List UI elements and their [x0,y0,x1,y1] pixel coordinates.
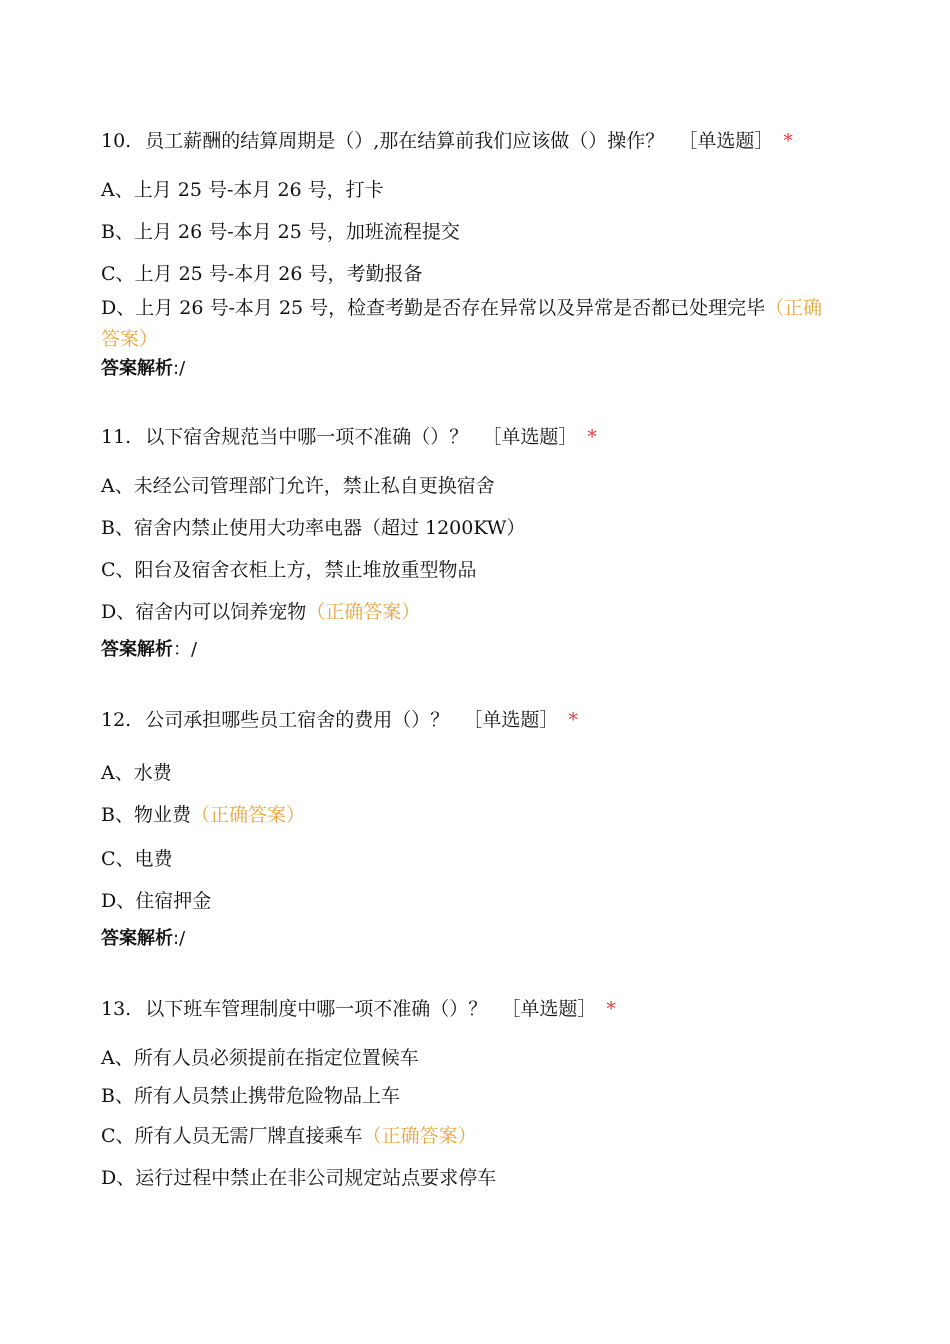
option-text: 水费 [133,762,172,784]
question-11-title [101,422,597,452]
question-text: 以下宿舍规范当中哪一项不准确（）？ [145,426,469,448]
option-letter: A、 [101,179,134,201]
option-letter: D、 [101,1167,136,1189]
option-b [101,217,460,247]
option-letter: C、 [101,559,135,581]
question-type: ［单选题］ [463,709,559,731]
option-text: 上月 25 号-本月 26 号，打卡 [133,179,384,201]
required-marker: * [568,709,578,731]
option-text: 所有人员无需厂牌直接乘车 [134,1125,363,1147]
option-text: 宿舍内禁止使用大功率电器（超过 1200KW） [133,517,526,539]
option-letter: C、 [101,263,135,285]
option-text: 所有人员必须提前在指定位置候车 [133,1047,419,1069]
option-a [101,175,384,205]
option-letter: A、 [101,1047,134,1069]
option-letter: B、 [101,221,134,243]
question-type: ［单选题］ [678,130,774,152]
option-text: 阳台及宿舍衣柜上方，禁止堆放重型物品 [134,559,477,581]
option-letter: A、 [101,475,134,497]
option-text: 所有人员禁止携带危险物品上车 [133,1085,400,1107]
option-b [101,800,305,830]
option-a [101,1043,419,1073]
question-type: ［单选题］ [482,426,578,448]
analysis-value: :/ [173,358,186,379]
question-type: ［单选题］ [501,998,597,1020]
correct-answer-tag: （正确答案） [190,804,305,826]
option-b [101,513,525,543]
option-d [101,597,420,627]
question-number: 10. [101,130,132,152]
option-text: 电费 [134,848,173,870]
option-letter: B、 [101,804,134,826]
question-10-title [101,126,793,156]
option-d [101,886,211,916]
option-d [101,1163,496,1193]
required-marker: * [783,130,793,152]
option-letter: D、 [101,601,136,623]
option-c [101,1121,477,1151]
correct-answer-tag: （正确答案） [306,601,421,623]
question-number: 11. [101,426,132,448]
answer-analysis [101,354,185,384]
answer-analysis [101,924,185,954]
question-text: 员工薪酬的结算周期是（）,那在结算前我们应该做（）操作？ [145,130,665,152]
option-letter: B、 [101,517,134,539]
option-letter: A、 [101,762,134,784]
option-text: 住宿押金 [135,890,212,912]
correct-answer-tag: （正确答案） [101,297,823,350]
question-13-title [101,994,616,1024]
option-letter: C、 [101,1125,135,1147]
option-letter: C、 [101,848,135,870]
question-number: 13. [101,998,132,1020]
answer-analysis [101,635,197,665]
required-marker: * [587,426,597,448]
analysis-label: 答案解析 [101,358,173,379]
option-c [101,844,173,874]
option-text: 上月 26 号-本月 25 号，检查考勤是否存在异常以及异常是否都已处理完毕 [135,297,766,319]
option-letter: D、 [101,890,136,912]
analysis-value: :/ [173,928,186,949]
question-text: 以下班车管理制度中哪一项不准确（）？ [145,998,488,1020]
option-text: 物业费 [133,804,191,826]
option-a [101,758,172,788]
analysis-label: 答案解析 [101,928,173,949]
option-letter: B、 [101,1085,134,1107]
analysis-value: ：/ [173,639,198,660]
correct-answer-tag: （正确答案） [362,1125,477,1147]
option-text: 上月 26 号-本月 25 号，加班流程提交 [133,221,460,243]
option-text: 宿舍内可以饲养宠物 [135,601,307,623]
analysis-label: 答案解析 [101,639,173,660]
question-text: 公司承担哪些员工宿舍的费用（）？ [145,709,450,731]
option-a [101,471,495,501]
option-text: 未经公司管理部门允许，禁止私自更换宿舍 [133,475,495,497]
option-d [101,293,841,355]
required-marker: * [606,998,616,1020]
option-c [101,259,422,289]
option-text: 上月 25 号-本月 26 号，考勤报备 [134,263,423,285]
question-12-title [101,705,578,735]
question-number: 12. [101,709,132,731]
option-text: 运行过程中禁止在非公司规定站点要求停车 [135,1167,497,1189]
option-c [101,555,477,585]
option-letter: D、 [101,297,136,319]
option-b [101,1081,400,1111]
